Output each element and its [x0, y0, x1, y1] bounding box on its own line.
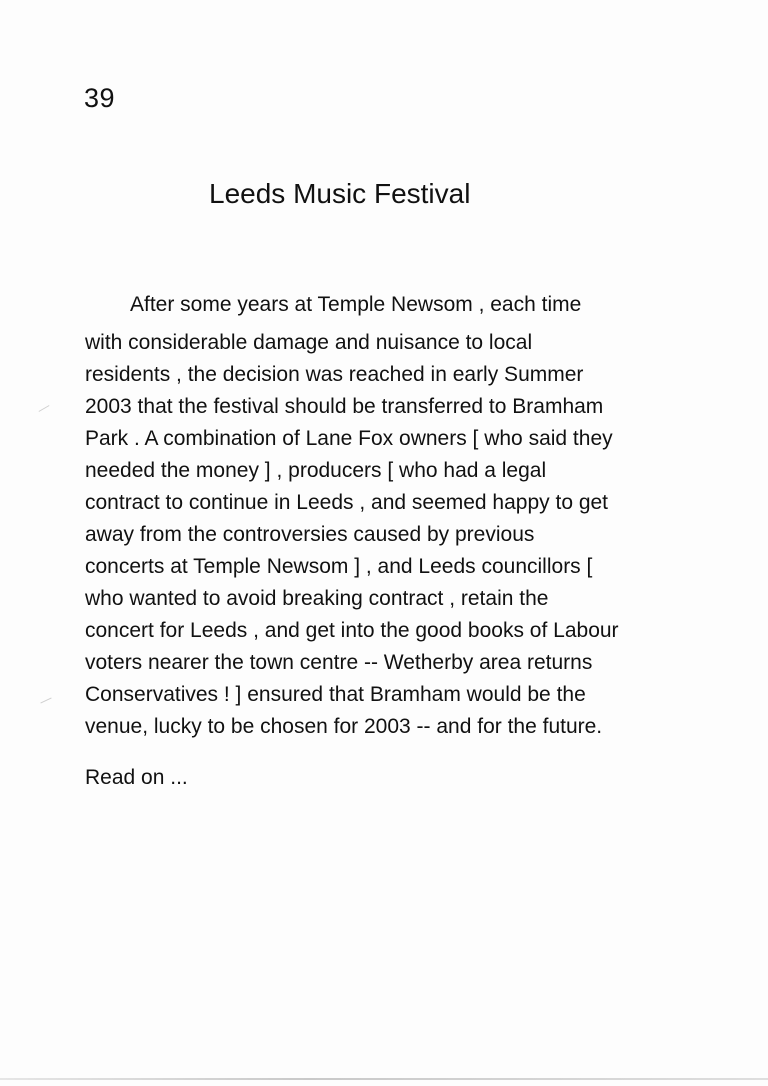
- page-edge: [0, 1078, 768, 1080]
- read-on-text: Read on ...: [85, 766, 188, 789]
- paragraph-line: contract to continue in Leeds , and seemed happy to get: [85, 491, 609, 514]
- page-title: Leeds Music Festival: [209, 178, 471, 209]
- paragraph-line: 2003 that the festival should be transferred to Bramham: [85, 395, 604, 418]
- paragraph-line: residents , the decision was reached in early Summer: [85, 363, 584, 386]
- page-number: 39: [84, 83, 116, 113]
- paragraph-line: concert for Leeds , and get into the good books of Labour: [85, 619, 619, 642]
- paragraph-line: away from the controversies caused by previous: [85, 523, 535, 546]
- scan-speck: [40, 698, 51, 704]
- paragraph-line: who wanted to avoid breaking contract , retain the: [85, 587, 549, 610]
- paragraph-line: voters nearer the town centre -- Wetherby area returns: [85, 651, 593, 674]
- paragraph-line: venue, lucky to be chosen for 2003 -- and for the future.: [85, 715, 603, 738]
- paragraph-line: concerts at Temple Newsom ] , and Leeds councillors [: [85, 555, 593, 578]
- paragraph-line: needed the money ] , producers [ who had a legal: [85, 459, 547, 482]
- paragraph-line: Park . A combination of Lane Fox owners [ who said they: [85, 427, 613, 450]
- scan-speck: [39, 405, 50, 412]
- paragraph-line: After some years at Temple Newsom , each time: [130, 293, 582, 316]
- paragraph-line: with considerable damage and nuisance to local: [85, 331, 533, 354]
- paragraph-line: Conservatives ! ] ensured that Bramham would be the: [85, 683, 586, 706]
